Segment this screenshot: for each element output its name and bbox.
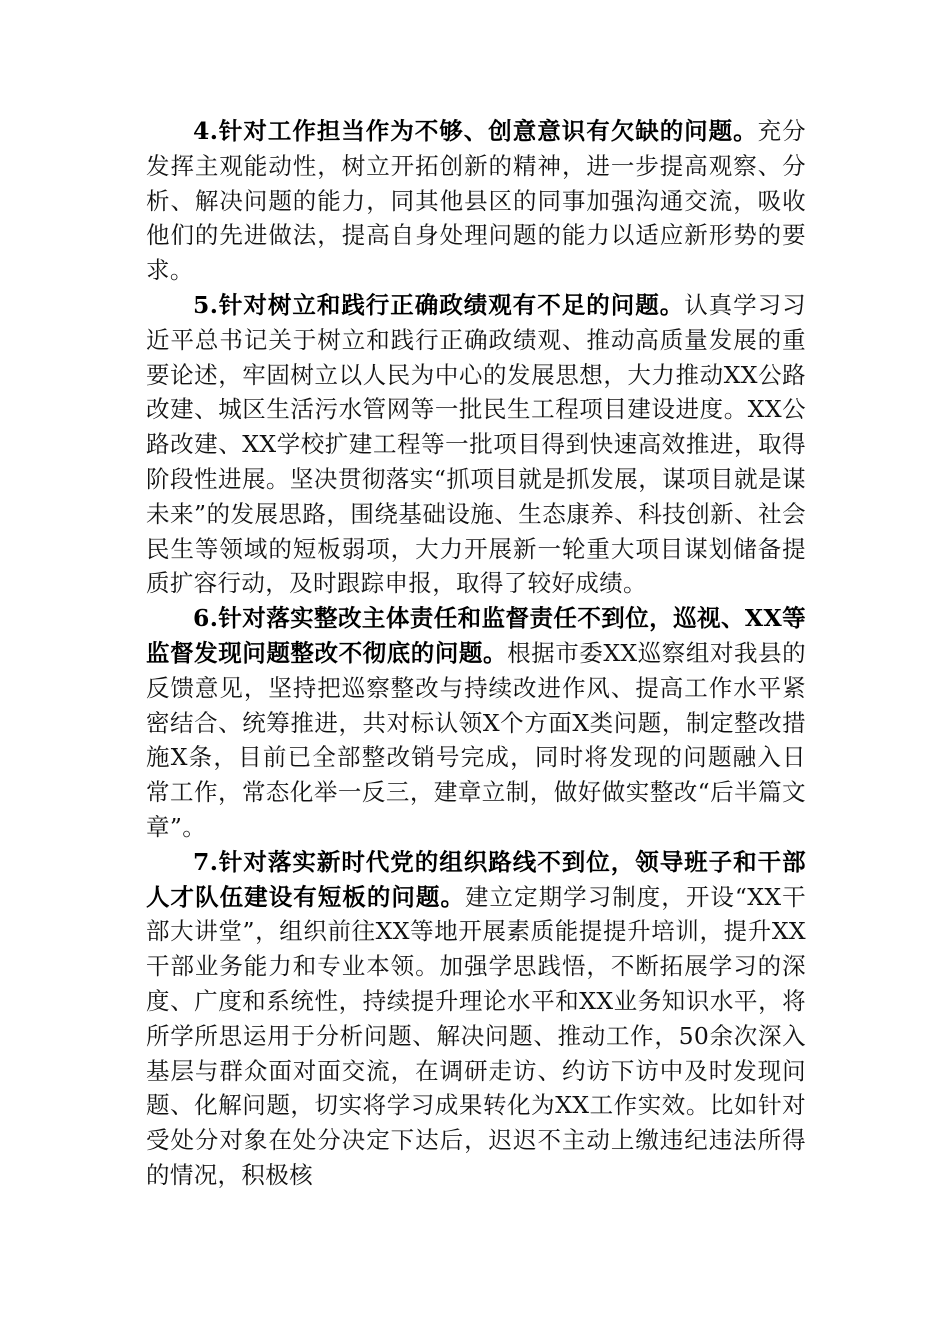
paragraph-heading: 5.针对树立和践行正确政绩观有不足的问题。 <box>193 290 685 319</box>
paragraph-item-4 <box>146 114 806 288</box>
paragraph-body: 认真学习习近平总书记关于树立和践行正确政绩观、推动高质量发展的重要论述，牢固树立以人民为中心的发展思想，大力推动XX公路改建、城区生活污水管网等一批民生工程项目建设进度。XX公路改建、XX学校扩建工程等一批项目得到快速高效推进，取得阶段性进展。坚决贯彻落实“抓项目就是抓发展，谋项目就是谋未来”的发展思路，围绕基础设施、生态康养、科技创新、社会民生等领域的短板弱项，大力开展新一轮重大项目谋划储备提质扩容行动，及时跟踪申报，取得了较好成绩。 <box>146 290 806 598</box>
paragraph-heading: 7.针对落实新时代党的组织路线不到位，领导班子和干部人才队伍建设有短板的问题。 <box>146 847 806 911</box>
document-page <box>146 114 806 1193</box>
paragraph-item-7 <box>146 845 806 1193</box>
paragraph-heading: 6.针对落实整改主体责任和监督责任不到位，巡视、XX等监督发现问题整改不彻底的问题。 <box>146 604 806 667</box>
paragraph-heading: 4.针对工作担当作为不够、创意意识有欠缺的问题。 <box>193 117 758 145</box>
paragraph-body: 充分发挥主观能动性，树立开拓创新的精神，进一步提高观察、分析、解决问题的能力，同其他县区的同事加强沟通交流，吸收他们的先进做法，提高自身处理问题的能力以适应新形势的要求。 <box>146 117 806 285</box>
paragraph-item-6 <box>146 601 806 845</box>
paragraph-body: 建立定期学习制度，开设“XX干部大讲堂”，组织前往XX等地开展素质能提提升培训，提升XX干部业务能力和专业本领。加强学思践悟，不断拓展学习的深度、广度和系统性，持续提升理论水平和XX业务知识水平，将所学所思运用于分析问题、解决问题、推动工作，50余次深入基层与群众面对面交流，在调研走访、约访下访中及时发现问题、化解问题，切实将学习成果转化为XX工作实效。比如针对受处分对象在处分决定下达后，迟迟不主动上缴违纪违法所得的情况，积极核 <box>146 882 806 1189</box>
paragraph-item-5 <box>146 288 806 601</box>
paragraph-body: 根据市委XX巡察组对我县的反馈意见，坚持把巡察整改与持续改进作风、提高工作水平紧密结合、统筹推进，共对标认领X个方面X类问题，制定整改措施X条，目前已全部整改销号完成，同时将发现的问题融入日常工作，常态化举一反三，建章立制，做好做实整改“后半篇文章”。 <box>146 638 806 841</box>
